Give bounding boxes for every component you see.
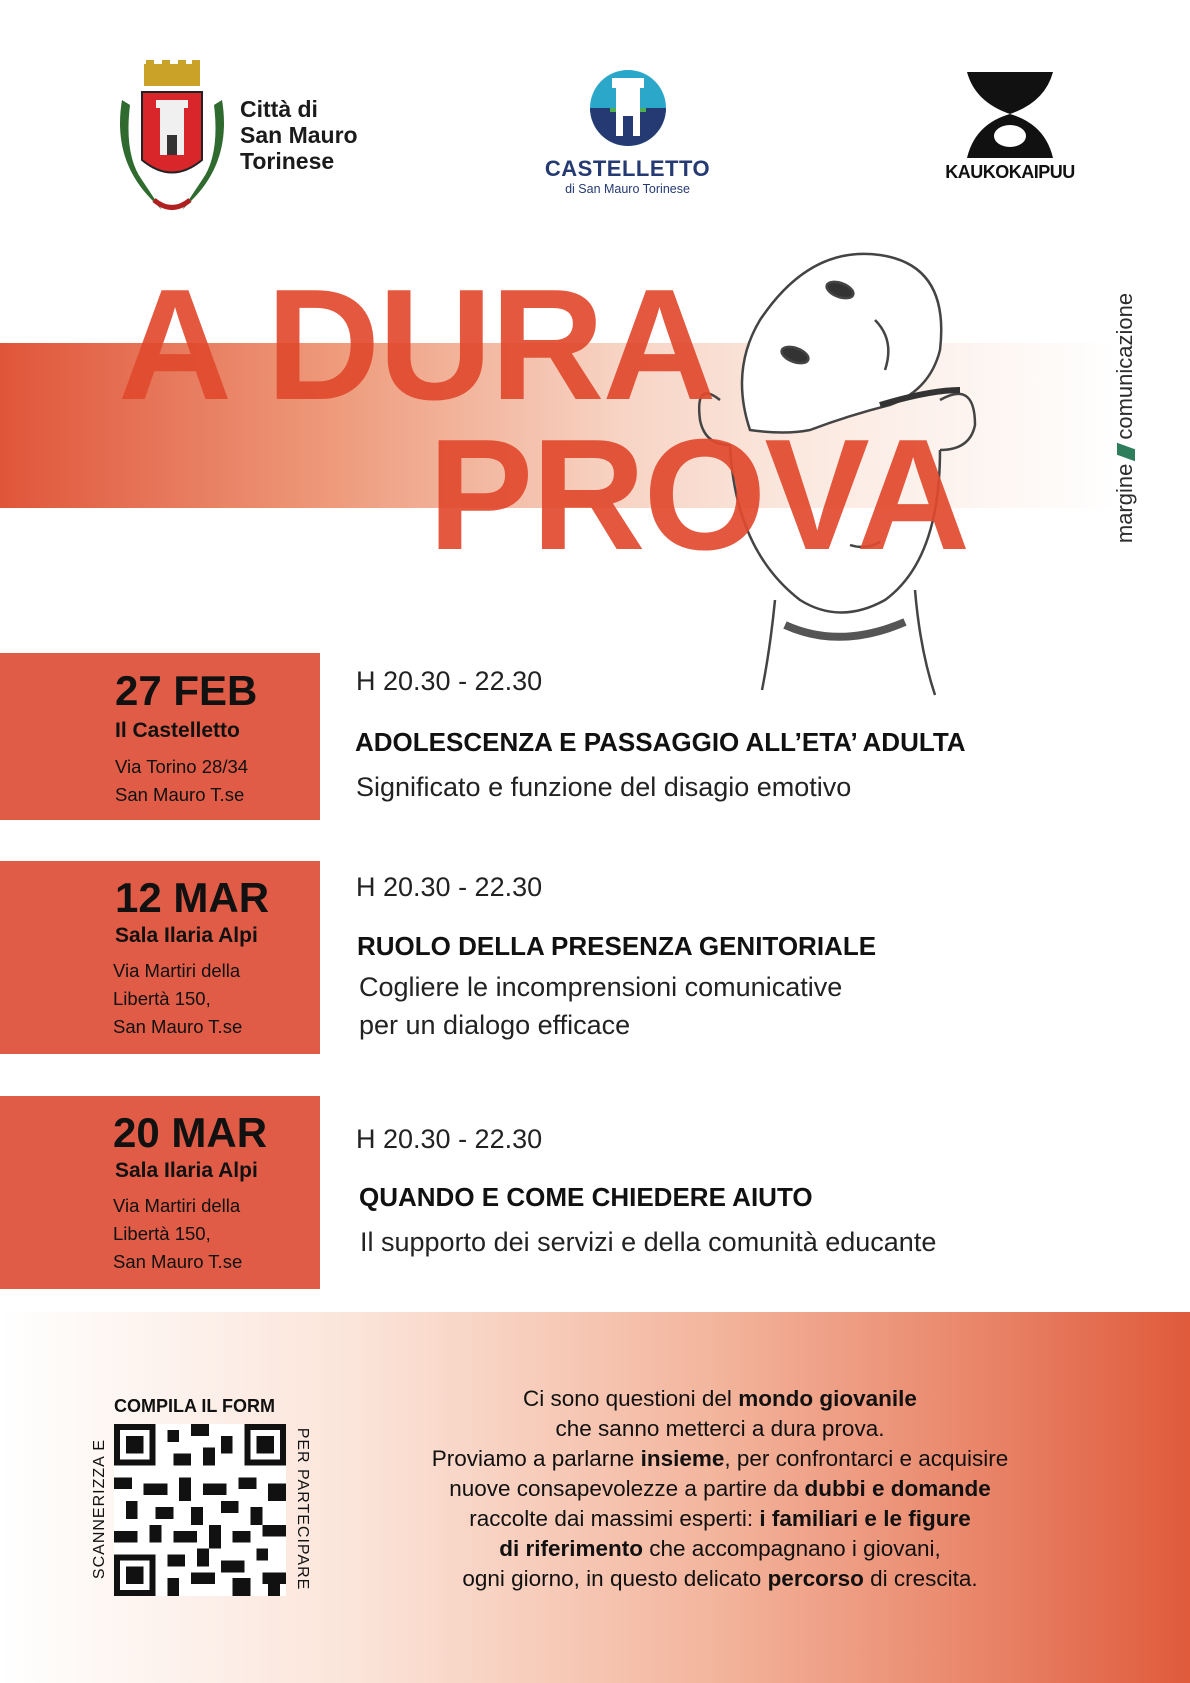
event-date: 20 MAR [113, 1109, 268, 1156]
event-address: Via Martiri della Libertà 150, San Mauro T.se [113, 960, 243, 1037]
event-title: QUANDO E COME CHIEDERE AIUTO [359, 1182, 813, 1212]
san-mauro-line1: Città di [240, 96, 318, 122]
san-mauro-logo [112, 60, 382, 225]
event-time: H 20.30 - 22.30 [356, 1124, 543, 1154]
event-address: Via Torino 28/34 San Mauro T.se [115, 756, 249, 805]
margine-comunicazione-logo [1105, 285, 1145, 565]
castelletto-title: CASTELLETTO [544, 156, 711, 181]
para-bold: percorso [767, 1566, 864, 1591]
event-date-box [0, 1096, 320, 1289]
para-text: Proviamo a parlarne [431, 1446, 641, 1471]
castelletto-logo [540, 68, 715, 213]
para-text: nuove consapevolezze a partire da [449, 1476, 805, 1501]
event-subtitle: Il supporto dei servizi e della comunità educante [360, 1227, 937, 1257]
qr-code[interactable] [114, 1424, 286, 1596]
margine-text: margine [1112, 463, 1137, 544]
qr-side-label-left: SCANNERIZZA E [91, 1438, 108, 1580]
event-date: 12 MAR [115, 874, 270, 921]
para-text: che accompagnano i giovani, [643, 1536, 941, 1561]
para-text: che sanno metterci a dura prova. [555, 1416, 885, 1441]
event-title: ADOLESCENZA E PASSAGGIO ALL’ETA’ ADULTA [355, 727, 966, 757]
para-text: Ci sono questioni del [523, 1386, 739, 1411]
san-mauro-line3: Torinese [240, 148, 335, 174]
kaukokaipuu-name: KAUKOKAIPUU [945, 162, 1075, 182]
event-subtitle: Cogliere le incomprensioni comunicative per un dialogo efficace [359, 972, 843, 1040]
event-venue: Sala Ilaria Alpi [115, 1159, 258, 1182]
para-bold: insieme [640, 1446, 725, 1471]
event-venue: Il Castelletto [115, 719, 240, 742]
hourglass-eight-icon [965, 72, 1055, 158]
event-address: Via Martiri della Libertà 150, San Mauro T.se [113, 1195, 243, 1272]
event-subtitle: Significato e funzione del disagio emotivo [356, 772, 852, 802]
para-text: di crescita. [863, 1566, 978, 1591]
para-bold: di riferimento [499, 1536, 644, 1561]
event-venue: Sala Ilaria Alpi [115, 924, 258, 947]
event-date: 27 FEB [115, 667, 258, 714]
margine-mark-icon [1117, 442, 1135, 461]
event-date-box [0, 653, 320, 820]
hero-title-line1: A DURA [118, 257, 715, 433]
event-date-box [0, 861, 320, 1054]
coat-of-arms-icon [112, 60, 232, 220]
san-mauro-line2: San Mauro [240, 122, 358, 148]
comunicazione-text: comunicazione [1112, 292, 1137, 440]
para-bold: dubbi e domande [804, 1476, 991, 1501]
event-time: H 20.30 - 22.30 [356, 666, 543, 696]
form-label: COMPILA IL FORM [114, 1396, 275, 1416]
hero-title-line2: PROVA [428, 407, 969, 583]
footer-paragraph [365, 1384, 1075, 1594]
castelletto-subtitle: di San Mauro Torinese [565, 182, 690, 196]
para-text: raccolte dai massimi esperti: [469, 1506, 760, 1531]
qr-side-label-right: PER PARTECIPARE [294, 1427, 311, 1591]
para-bold: mondo giovanile [738, 1386, 917, 1411]
para-text: , per confrontarci e acquisire [724, 1446, 1009, 1471]
castle-tower-icon [588, 68, 668, 148]
event-time: H 20.30 - 22.30 [356, 872, 543, 902]
kaukokaipuu-logo [930, 72, 1090, 192]
para-bold: i familiari e le figure [759, 1506, 971, 1531]
event-title: RUOLO DELLA PRESENZA GENITORIALE [357, 931, 877, 961]
para-text: ogni giorno, in questo delicato [462, 1566, 768, 1591]
